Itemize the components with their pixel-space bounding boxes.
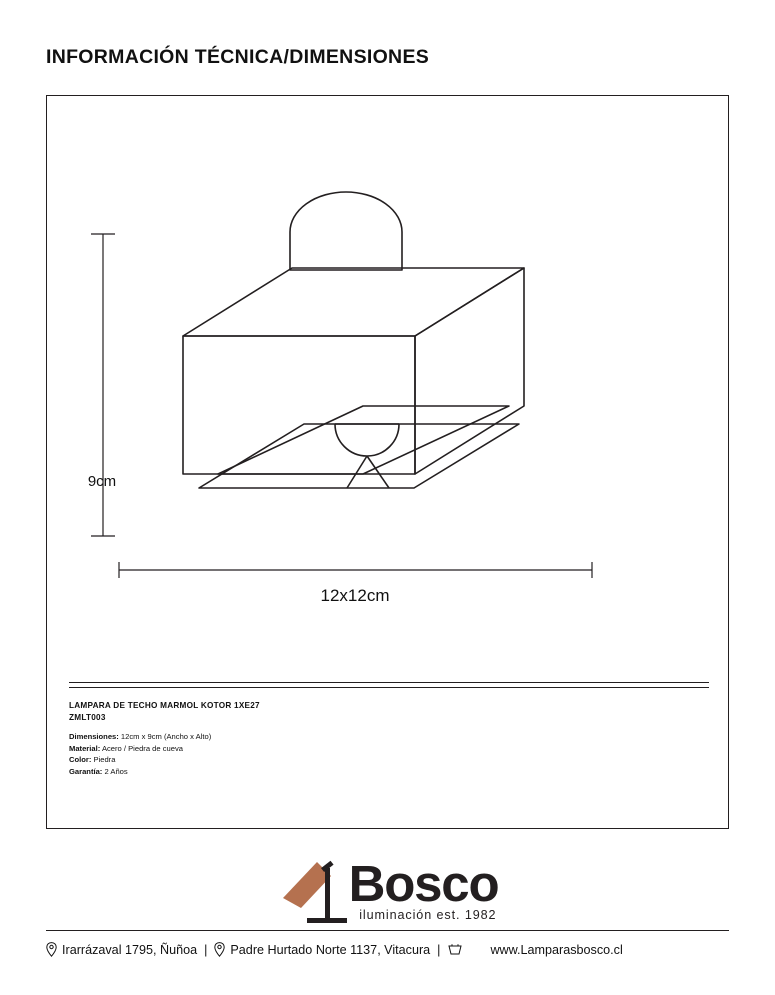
map-pin-icon <box>214 942 225 957</box>
page-title: INFORMACIÓN TÉCNICA/DIMENSIONES <box>46 46 430 68</box>
product-dimension-drawing <box>47 96 730 656</box>
footer-separator: | <box>204 942 208 957</box>
footer-address-one <box>46 942 197 957</box>
spec-key: Garantía: <box>69 766 103 776</box>
footer-separator: | <box>437 942 441 957</box>
footer-website[interactable] <box>447 943 622 957</box>
map-pin-icon <box>46 942 57 957</box>
spec-key: Dimensiones: <box>69 732 119 741</box>
shopping-cart-icon <box>447 943 463 957</box>
spec-key: Material: <box>69 743 101 753</box>
divider-top <box>69 682 709 683</box>
footer-divider <box>46 930 729 931</box>
logo-tagline: iluminación est. 1982 <box>359 908 497 922</box>
product-code: ZMLT003 <box>69 713 106 722</box>
spec-row <box>69 766 709 778</box>
spec-key: Color: <box>69 755 92 764</box>
width-dimension-label: 12x12cm <box>320 586 390 605</box>
spec-row <box>69 731 709 743</box>
brand-logo <box>0 845 775 935</box>
divider-top-second <box>69 687 709 688</box>
lamp-drawing-svg <box>47 96 730 656</box>
spec-row <box>69 743 709 755</box>
footer-address-two <box>214 942 430 957</box>
logo-wordmark: Bosco <box>348 855 499 912</box>
spec-value: Acero / Piedra de cueva <box>101 743 183 753</box>
spec-value: 12cm x 9cm (Ancho x Alto) <box>120 732 212 741</box>
footer-website-text[interactable]: www.Lamparasbosco.cl <box>490 942 623 957</box>
technical-drawing-frame <box>46 95 729 829</box>
spec-value: Piedra <box>93 755 116 764</box>
footer-address-two-text: Padre Hurtado Norte 1137, Vitacura <box>230 942 431 957</box>
desk-lamp-icon <box>277 854 355 926</box>
height-dimension-label: 9cm <box>87 473 117 490</box>
page-footer <box>0 930 775 995</box>
spec-row <box>69 754 709 766</box>
product-name: LAMPARA DE TECHO MARMOL KOTOR 1XE27 <box>69 701 260 710</box>
product-info-block <box>69 682 709 777</box>
footer-address-one-text: Irarrázaval 1795, Ñuñoa <box>62 942 198 957</box>
product-spec-list <box>69 731 709 777</box>
spec-value: 2 Años <box>104 766 128 776</box>
